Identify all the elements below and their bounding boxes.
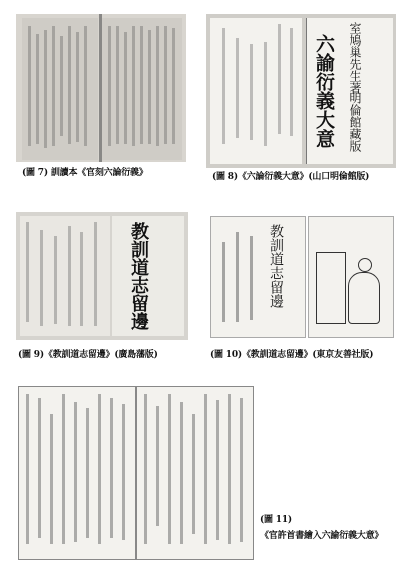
figure-9-caption: (圖 9)《教訓道志留邊》(廣島藩版) (18, 350, 158, 360)
figure-11-image (16, 384, 256, 562)
figure-8-image (206, 14, 396, 168)
fig8-cover-title: 六諭衍義大意 (313, 34, 335, 148)
figure-7-caption: (圖 7) 訓讀本《官刻六論衍義》 (22, 168, 148, 178)
fig8-cover-author: 室鳩巢先生著 (348, 22, 362, 94)
figure-10-image (208, 212, 396, 340)
figure-8-caption: (圖 8)《六論衍義大意》(山口明倫館版) (212, 172, 370, 182)
figure-9-image (16, 212, 188, 340)
figure-11-caption-title: 《官許首書繪入六諭衍義大意》 (260, 531, 384, 541)
fig10-page-title: 教訓道志留邊 (268, 224, 284, 308)
fig9-cover-title: 教訓道志留邊 (128, 222, 149, 330)
fig8-cover-publisher: 明倫館藏版 (348, 92, 362, 152)
figure-7-image (16, 14, 186, 162)
figure-10-caption: (圖 10)《教訓道志留邊》(東京友善社版) (210, 350, 374, 360)
figure-11-caption-number: (圖 11) (260, 515, 292, 525)
